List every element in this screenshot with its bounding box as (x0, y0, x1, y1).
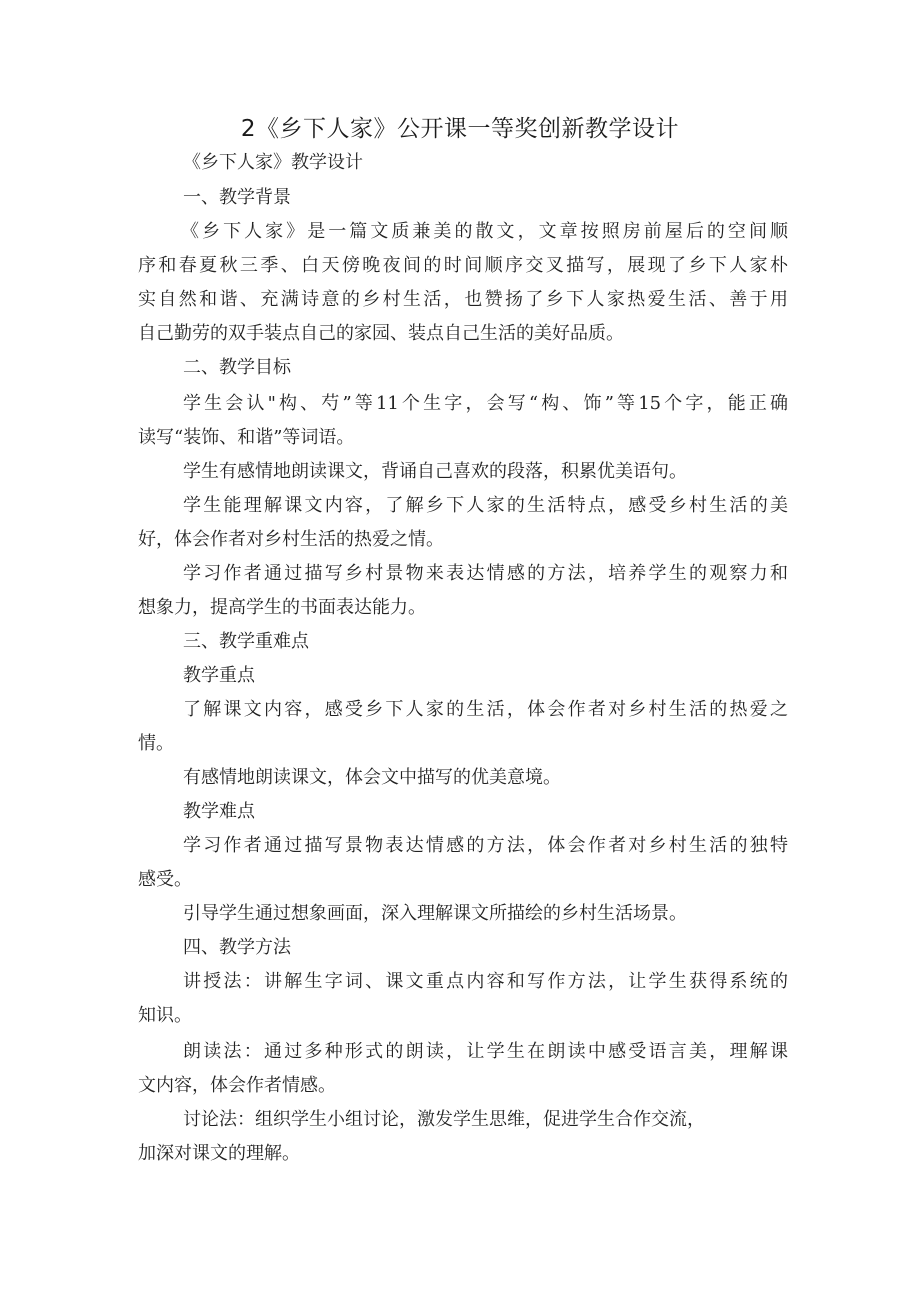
section-heading-objectives: 二、教学目标 (183, 357, 291, 378)
paragraph-line: 学生会认"构、芍”等11个生字，会写“构、饰”等15个字，能正确 (183, 393, 788, 414)
paragraph-line: 讲授法：讲解生字词、课文重点内容和写作方法，让学生获得系统的 (183, 971, 788, 992)
paragraph-line: 学习作者通过描写乡村景物来表达情感的方法，培养学生的观察力和 (183, 563, 788, 584)
paragraph-line: 学习作者通过描写景物表达情感的方法，体会作者对乡村生活的独特 (183, 835, 788, 856)
document-subtitle: 《乡下人家》教学设计 (183, 152, 363, 173)
paragraph-line: 《乡下人家》是一篇文质兼美的散文，文章按照房前屋后的空间顺 (181, 221, 788, 242)
section-heading-key-points: 三、教学重难点 (183, 631, 309, 652)
paragraph-line: 加深对课文的理解。 (138, 1143, 300, 1164)
paragraph-line: 自己勤劳的双手装点自己的家园、装点自己生活的美好品质。 (138, 323, 624, 344)
paragraph-line: 朗读法：通过多种形式的朗读，让学生在朗读中感受语言美，理解课 (183, 1041, 788, 1062)
paragraph-line: 引导学生通过想象画面，深入理解课文所描绘的乡村生活场景。 (183, 903, 687, 924)
paragraph-line: 实自然和谐、充满诗意的乡村生活，也赞扬了乡下人家热爱生活、善于用 (138, 289, 788, 310)
paragraph-line: 了解课文内容，感受乡下人家的生活，体会作者对乡村生活的热爱之 (183, 699, 788, 720)
paragraph-line: 读写“装饰、和谐”等词语。 (138, 427, 355, 448)
paragraph-line: 学生能理解课文内容，了解乡下人家的生活特点，感受乡村生活的美 (183, 495, 788, 516)
paragraph-line: 知识。 (138, 1005, 192, 1026)
paragraph-line: 想象力，提高学生的书面表达能力。 (138, 597, 426, 618)
section-heading-background: 一、教学背景 (183, 187, 291, 208)
paragraph-line: 文内容，体会作者情感。 (138, 1075, 336, 1096)
paragraph-line: 讨论法：组织学生小组讨论，激发学生思维，促进学生合作交流， (183, 1109, 705, 1130)
subheading-difficulty: 教学难点 (183, 801, 255, 822)
paragraph-line: 学生有感情地朗读课文，背诵自己喜欢的段落，积累优美语句。 (183, 461, 687, 482)
paragraph-line: 情。 (138, 733, 174, 754)
paragraph-line: 有感情地朗读课文，体会文中描写的优美意境。 (183, 767, 561, 788)
subheading-focus: 教学重点 (183, 665, 255, 686)
paragraph-line: 序和春夏秋三季、白天傍晚夜间的时间顺序交叉描写，展现了乡下人家朴 (138, 255, 788, 276)
paragraph-line: 感受。 (138, 869, 192, 890)
paragraph-line: 好，体会作者对乡村生活的热爱之情。 (138, 529, 444, 550)
section-heading-methods: 四、教学方法 (183, 937, 291, 958)
document-title: 2《乡下人家》公开课一等奖创新教学设计 (240, 116, 680, 142)
